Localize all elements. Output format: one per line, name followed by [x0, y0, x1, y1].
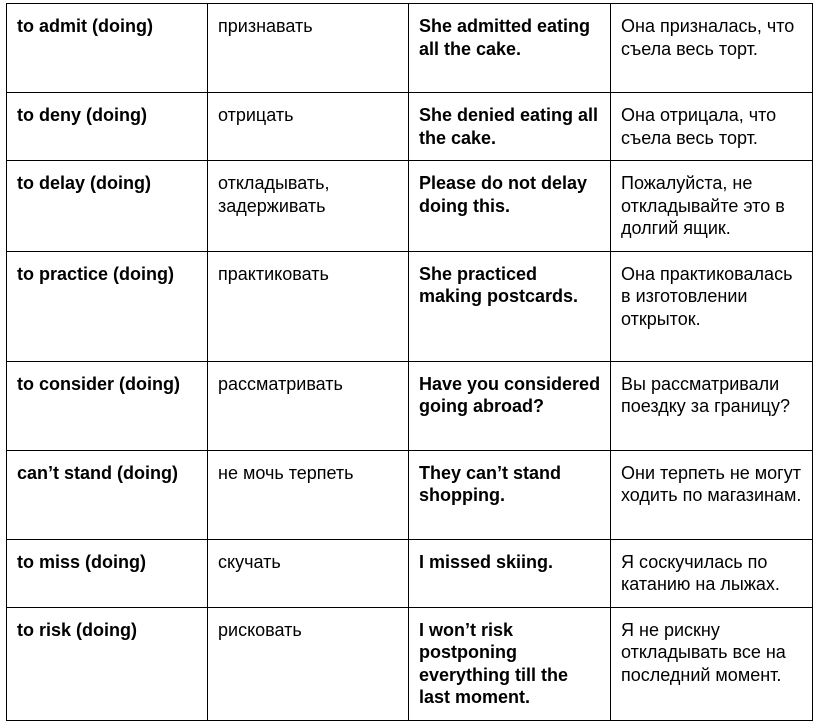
translation-cell: скучать [208, 539, 409, 607]
verb-cell: to risk (doing) [7, 607, 208, 720]
example-cell: She denied eating all the cake. [409, 93, 611, 161]
example-cell: I won’t risk postponing everything till the last moment. [409, 607, 611, 720]
translation-cell: рисковать [208, 607, 409, 720]
example-translation-cell: Вы рассматривали поездку за границу? [611, 361, 813, 450]
verb-cell: to deny (doing) [7, 93, 208, 161]
verb-cell: to practice (doing) [7, 251, 208, 361]
translation-cell: отрицать [208, 93, 409, 161]
table-row [7, 450, 813, 539]
example-cell: I missed skiing. [409, 539, 611, 607]
example-cell: Please do not delay doing this. [409, 161, 611, 252]
table-row [7, 93, 813, 161]
example-cell: She practiced making postcards. [409, 251, 611, 361]
vocabulary-table [6, 3, 813, 721]
translation-cell: рассматривать [208, 361, 409, 450]
table-row [7, 607, 813, 720]
verb-cell: to consider (doing) [7, 361, 208, 450]
table-row [7, 4, 813, 93]
verb-cell: to miss (doing) [7, 539, 208, 607]
example-translation-cell: Она призналась, что съела весь торт. [611, 4, 813, 93]
example-translation-cell: Пожалуйста, не откладывайте это в долгий ящик. [611, 161, 813, 252]
translation-cell: признавать [208, 4, 409, 93]
table-row [7, 539, 813, 607]
example-cell: She admitted eating all the cake. [409, 4, 611, 93]
table-row [7, 161, 813, 252]
example-translation-cell: Я соскучилась по катанию на лыжах. [611, 539, 813, 607]
example-translation-cell: Я не рискну откладывать все на последний момент. [611, 607, 813, 720]
verb-cell: to delay (doing) [7, 161, 208, 252]
example-cell: They can’t stand shopping. [409, 450, 611, 539]
translation-cell: практиковать [208, 251, 409, 361]
translation-cell: откладывать, задерживать [208, 161, 409, 252]
table-row [7, 361, 813, 450]
example-translation-cell: Она практиковалась в изготовлении открыток. [611, 251, 813, 361]
verb-cell: to admit (doing) [7, 4, 208, 93]
table-row [7, 251, 813, 361]
verb-cell: can’t stand (doing) [7, 450, 208, 539]
example-cell: Have you considered going abroad? [409, 361, 611, 450]
translation-cell: не мочь терпеть [208, 450, 409, 539]
example-translation-cell: Они терпеть не могут ходить по магазинам. [611, 450, 813, 539]
example-translation-cell: Она отрицала, что съела весь торт. [611, 93, 813, 161]
